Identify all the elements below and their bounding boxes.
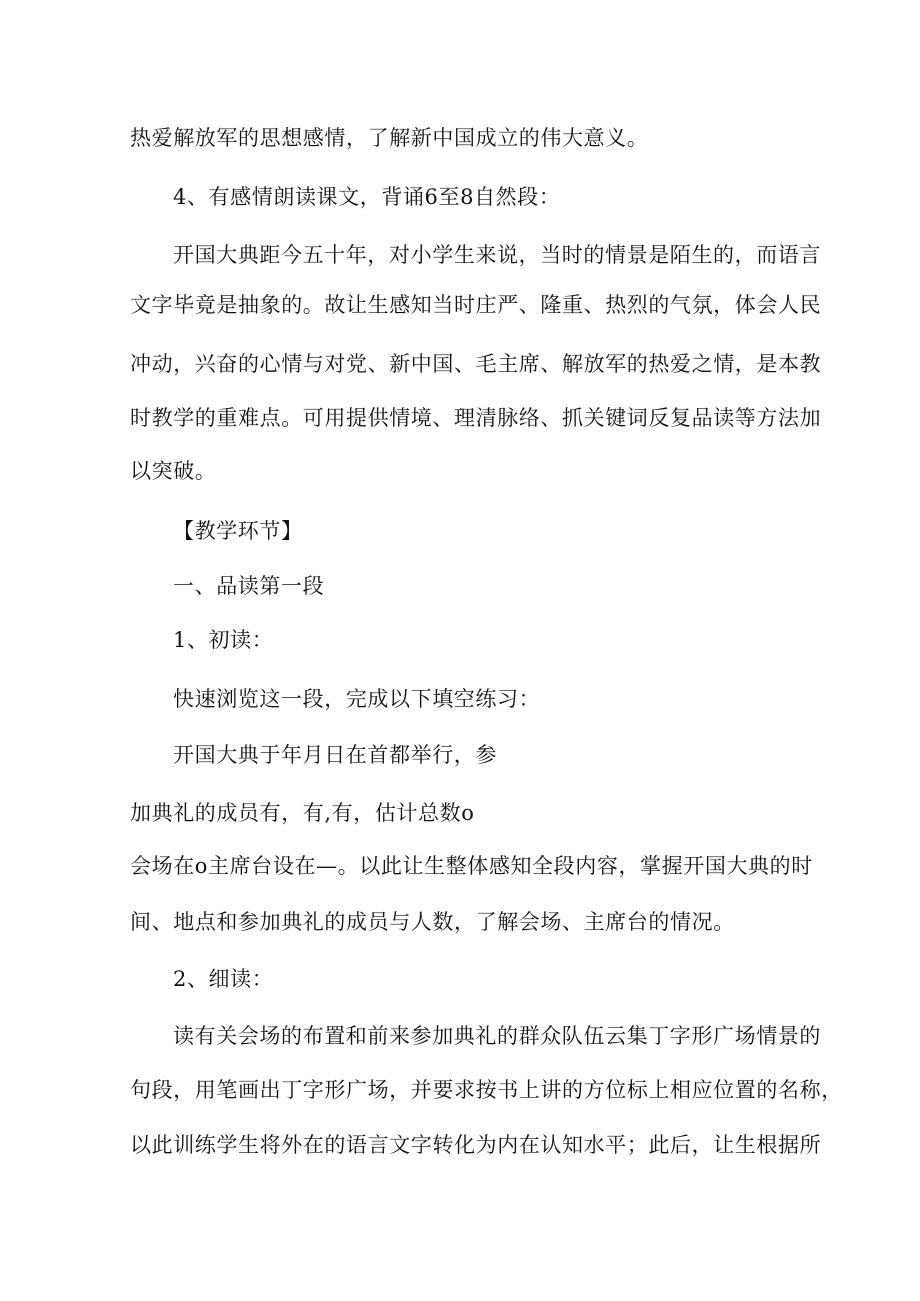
text-line-9: 一、品读第一段	[173, 574, 325, 598]
text-line-12: 开国大典于年月日在首都举行，参	[173, 743, 497, 767]
text-line-15: 间、地点和参加典礼的成员与人数，了解会场、主席台的情况。	[130, 910, 735, 934]
text-line-19: 以此训练学生将外在的语言文字转化为内在认知水平；此后，让生根据所	[130, 1133, 822, 1157]
text-line-3: 开国大典距今五十年，对小学生来说，当时的情景是陌生的，而语言	[173, 243, 821, 267]
text-line-4: 文字毕竟是抽象的。故让生感知当时庄严、隆重、热烈的气氛，体会人民	[130, 293, 822, 317]
text-line-18: 句段，用笔画出丁字形广场，并要求按书上讲的方位标上相应位置的名称，	[130, 1078, 843, 1102]
text-line-13: 加典礼的成员有，有,有，估计总数o	[130, 801, 475, 825]
text-line-14: 会场在o主席台设在—。以此让生整体感知全段内容，掌握开国大典的时	[130, 854, 813, 878]
section-heading: 【教学环节】	[173, 519, 303, 543]
text-line-6: 时教学的重难点。可用提供情境、理清脉络、抓关键词反复品读等方法加	[130, 406, 822, 430]
text-line-11: 快速浏览这一段，完成以下填空练习：	[173, 687, 541, 711]
text-line-17: 读有关会场的布置和前来参加典礼的群众队伍云集丁字形广场情景的	[173, 1024, 821, 1048]
text-line-10: 1、初读：	[173, 628, 274, 652]
text-line-7: 以突破。	[130, 459, 217, 483]
text-line-2: 4、有感情朗读课文，背诵6至8自然段：	[173, 185, 561, 209]
text-line-1: 热爱解放军的思想感情，了解新中国成立的伟大意义。	[130, 126, 649, 150]
text-line-5: 冲动，兴奋的心情与对党、新中国、毛主席、解放军的热爱之情，是本教	[130, 352, 822, 376]
text-line-16: 2、细读：	[173, 967, 274, 991]
